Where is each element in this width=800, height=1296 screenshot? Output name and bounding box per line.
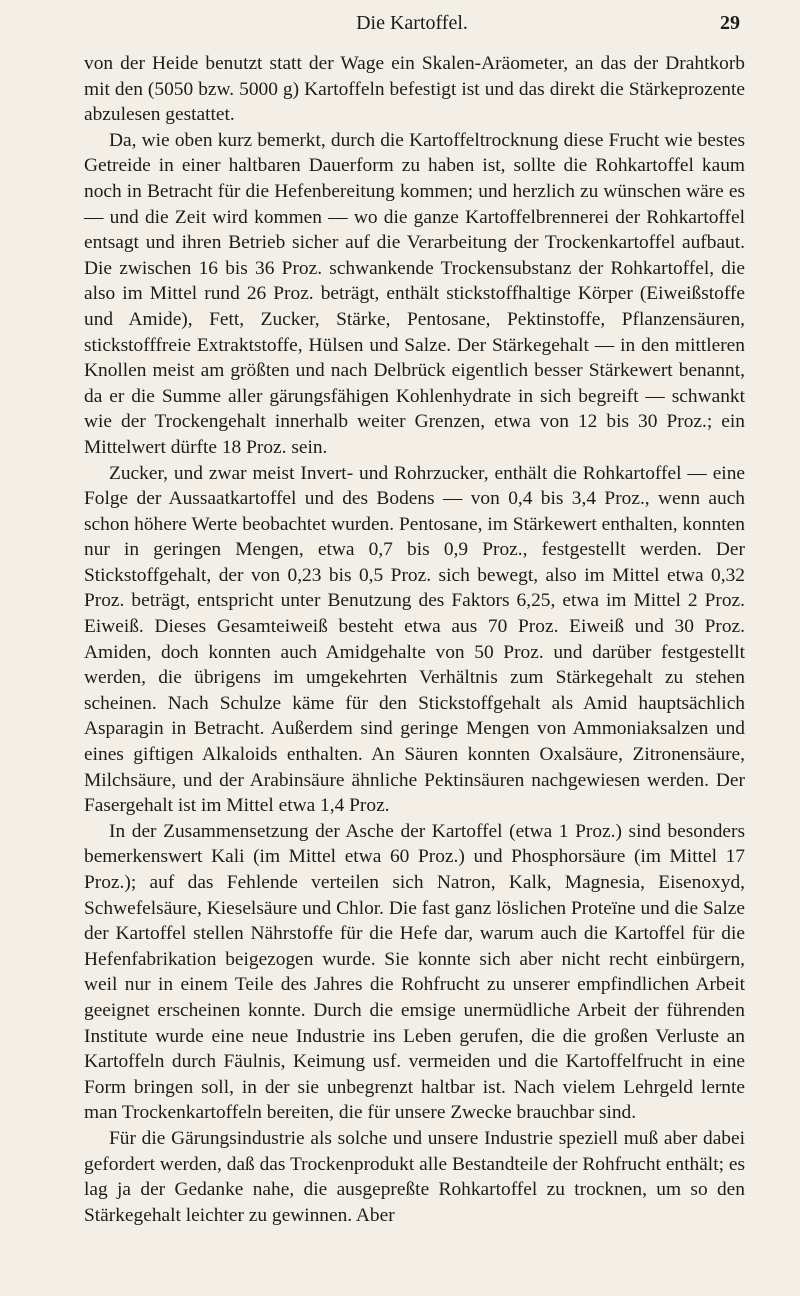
paragraph-asche: In der Zusammensetzung der Asche der Kartoffel (etwa 1 Proz.) sind besonders bemerkenswert Kali (im Mittel etwa 60 Proz.) und Phosphorsäure (im Mittel 17 Proz.); auf das Fehlende verteilen sich Natron, Kalk, Magnesia, Eisenoxyd, Schwefelsäure, Kieselsäure und Chlor. Die fast ganz löslichen Proteïne und die Salze der Kartoffel stellen Nährstoffe für die Hefe dar, warum auch die Kartoffel für die Hefenfabrikation beigezogen wurde. Sie konnte sich aber nicht recht einbürgern, weil nur in einem Teile des Jahres die Rohfrucht zu unserer empfindlichen Arbeit geeignet erscheinen konnte. Durch die emsige unermüdliche Arbeit der führenden Institute wurde eine neue Industrie ins Leben gerufen, die die großen Verluste an Kartoffeln durch Fäulnis, Keimung usf. vermeiden und die Kartoffelfrucht in eine Form bringen soll, in der sie unbegrenzt haltbar ist. Nach vielem Lehrgeld lernte man Trockenkartoffeln bereiten, die für unsere Zwecke brauchbar sind. xyxy=(84,820,745,1124)
body-text xyxy=(84,51,745,1228)
paragraph-kartoffeltrocknung: Da, wie oben kurz bemerkt, durch die Kartoffeltrocknung diese Frucht wie bestes Getreide in einer haltbaren Dauerform zu haben ist, sollte die Rohkartoffel kaum noch in Betracht für die Hefenbereitung kommen; und herzlich zu wünschen wäre es — und die Zeit wird kommen — wo die ganze Kartoffelbrennerei der Rohkartoffel entsagt und ihren Betrieb sicher auf die Verarbeitung der Trockenkartoffel aufbaut. Die zwischen 16 bis 36 Proz. schwankende Trockensubstanz der Rohkartoffel, die also im Mittel rund 26 Proz. beträgt, enthält stickstoffhaltige Körper (Eiweißstoffe und Amide), Fett, Zucker, Stärke, Pentosane, Pektinstoffe, Pflanzensäuren, stickstofffreie Extraktstoffe, Hülsen und Salze. Der Stärkegehalt — in den mittleren Knollen meist am größten und nach Delbrück eigentlich besser Stärkewert benannt, da er die Summe aller gärungsfähigen Kohlenhydrate in sich begreift — schwankt wie der Trockengehalt innerhalb weiter Grenzen, etwa von 12 bis 30 Proz.; ein Mittelwert dürfte 18 Proz. sein. xyxy=(84,129,745,458)
running-title: Die Kartoffel. xyxy=(356,12,468,34)
running-header xyxy=(84,12,740,42)
paragraph-zucker: Zucker, und zwar meist Invert- und Rohrzucker, enthält die Rohkartoffel — eine Folge der Aussaatkartoffel und des Bodens — von 0,4 bis 3,4 Proz., wenn auch schon höhere Werte beobachtet wurden. Pentosane, im Stärkewert enthalten, konnten nur in geringen Mengen, etwa 0,7 bis 0,9 Proz., festgestellt werden. Der Stickstoffgehalt, der von 0,23 bis 0,5 Proz. sich bewegt, also im Mittel etwa 0,32 Proz. beträgt, entspricht unter Benutzung des Faktors 6,25, etwa im Mittel 2 Proz. Eiweiß. Dieses Gesamteiweiß besteht etwa aus 70 Proz. Eiweiß und 30 Proz. Amiden, doch konnten auch Amidgehalte von 50 Proz. und darüber festgestellt werden, die übrigens im umgekehrten Verhältnis zum Stärkegehalt zu stehen scheinen. Nach Schulze käme für den Stickstoffgehalt als Amid hauptsächlich Asparagin in Betracht. Außerdem sind geringe Mengen von Ammoniaksalzen und eines giftigen Alkaloids enthalten. An Säuren konnten Oxalsäure, Zitronensäure, Milchsäure, und der Arabinsäure ähnliche Pektinsäuren nachgewiesen werden. Der Fasergehalt ist im Mittel etwa 1,4 Proz. xyxy=(84,462,745,817)
page-number: 29 xyxy=(720,12,740,34)
paragraph-gaerungsindustrie: Für die Gärungsindustrie als solche und unsere Industrie speziell muß aber dabei gefordert werden, daß das Trockenprodukt alle Bestandteile der Rohfrucht enthält; es lag ja der Gedanke nahe, die ausgepreßte Rohkartoffel zu trocknen, um so den Stärkegehalt leichter zu gewinnen. Aber xyxy=(84,1127,745,1226)
paragraph-continuation: von der Heide benutzt statt der Wage ein Skalen-Aräometer, an das der Drahtkorb mit den (5050 bzw. 5000 g) Kartoffeln befestigt ist und das direkt die Stärkeprozente abzulesen gestattet. xyxy=(84,53,745,126)
